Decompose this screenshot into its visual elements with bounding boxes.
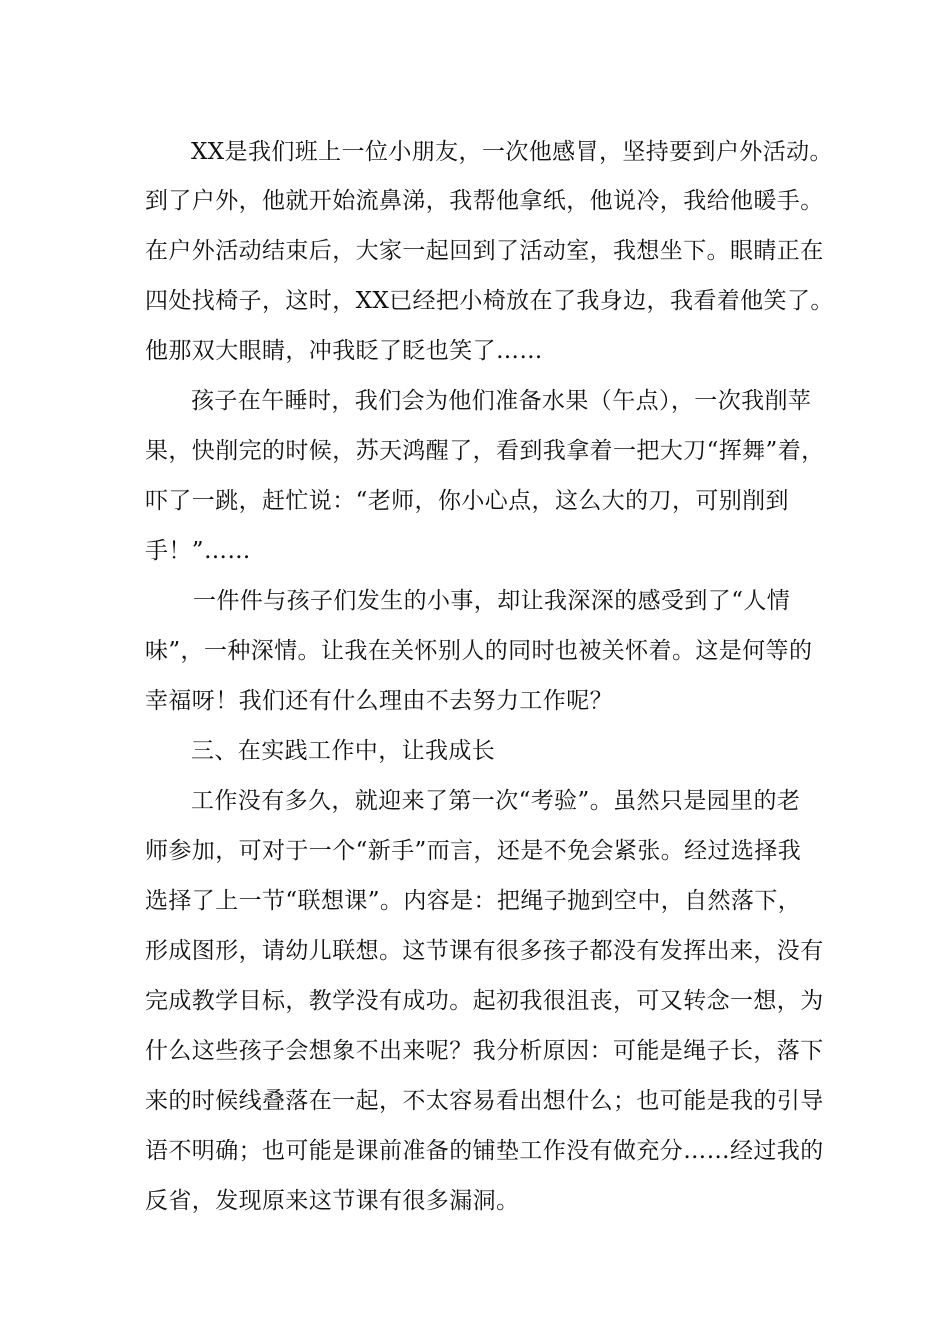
paragraph-1-line-5: 他那双大眼睛，冲我眨了眨也笑了…… — [145, 338, 543, 364]
paragraph-1-line-2: 到了户外，他就开始流鼻涕，我帮他拿纸，他说冷，我给他暖手。 — [145, 188, 824, 214]
paragraph-2-line-4: 手！”…… — [145, 538, 251, 564]
paragraph-5-line-4: 形成图形，请幼儿联想。这节课有很多孩子都没有发挥出来，没有 — [145, 938, 824, 964]
paragraph-2-line-2: 果，快削完的时候，苏天鸿醒了，看到我拿着一把大刀“挥舞”着， — [145, 438, 825, 464]
paragraph-2-line-3: 吓了一跳，赶忙说：“老师，你小心点，这么大的刀，可别削到 — [145, 488, 789, 514]
paragraph-3-line-3: 幸福呀！我们还有什么理由不去努力工作呢？ — [145, 688, 613, 714]
paragraph-3-line-2: 味”，一种深情。让我在关怀别人的同时也被关怀着。这是何等的 — [145, 638, 813, 664]
paragraph-1-line-1: XX是我们班上一位小朋友，一次他感冒，坚持要到户外活动。 — [191, 139, 833, 165]
paragraph-1-line-4: 四处找椅子，这时，XX已经把小椅放在了我身边，我看着他笑了。 — [145, 288, 834, 314]
paragraph-5-line-6: 什么这些孩子会想象不出来呢？我分析原因：可能是绳子长，落下 — [145, 1038, 824, 1064]
paragraph-5-line-1: 工作没有多久，就迎来了第一次“考验”。虽然只是园里的老 — [191, 788, 801, 814]
paragraph-5-line-5: 完成教学目标，教学没有成功。起初我很沮丧，可又转念一想，为 — [145, 988, 824, 1014]
paragraph-2-line-1: 孩子在午睡时，我们会为他们准备水果（午点），一次我削苹 — [191, 388, 812, 414]
paragraph-5-line-7: 来的时候线叠落在一起，不太容易看出想什么；也可能是我的引导 — [145, 1088, 824, 1114]
paragraph-1-line-3: 在户外活动结束后，大家一起回到了活动室，我想坐下。眼睛正在 — [145, 238, 824, 264]
paragraph-5-line-9: 反省，发现原来这节课有很多漏洞。 — [145, 1188, 520, 1214]
section-heading: 三、在实践工作中，让我成长 — [191, 738, 496, 764]
paragraph-5-line-3: 选择了上一节“联想课”。内容是：把绳子抛到空中，自然落下， — [145, 888, 802, 914]
paragraph-3-line-1: 一件件与孩子们发生的小事，却让我深深的感受到了“人情 — [193, 588, 791, 614]
paragraph-5-line-8: 语不明确；也可能是课前准备的铺垫工作没有做充分……经过我的 — [145, 1138, 824, 1164]
paragraph-5-line-2: 师参加，可对于一个“新手”而言，还是不免会紧张。经过选择我 — [145, 838, 802, 864]
